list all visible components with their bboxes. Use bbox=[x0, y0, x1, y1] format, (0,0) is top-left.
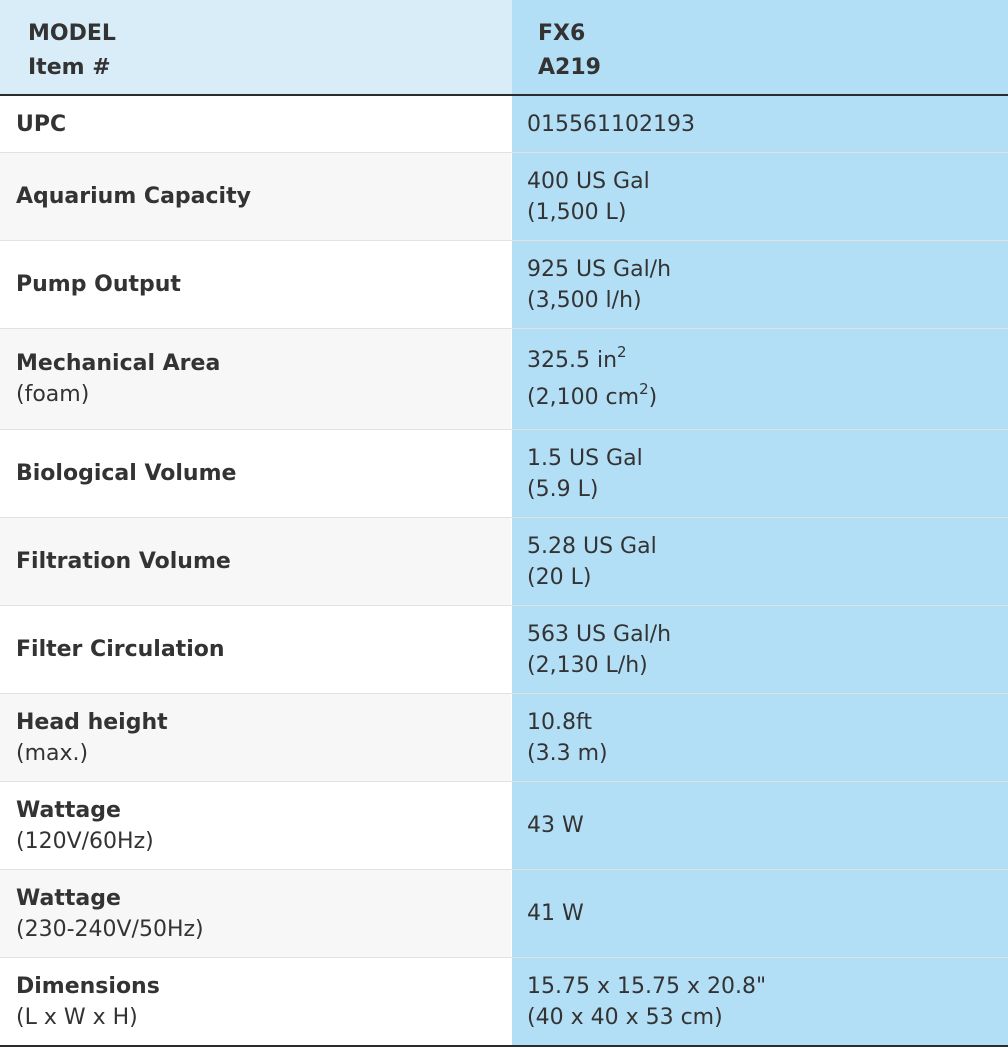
header-value-cell bbox=[512, 0, 1008, 94]
row-value-cell bbox=[511, 430, 1008, 517]
row-label-cell bbox=[0, 958, 511, 1045]
row-value-primary bbox=[527, 342, 1008, 376]
row-label-cell bbox=[0, 782, 511, 869]
row-label: Mechanical Area bbox=[16, 351, 221, 376]
item-number-value: A219 bbox=[538, 55, 601, 80]
table-row-filtration-volume bbox=[0, 518, 1008, 606]
row-value: 41 W bbox=[527, 901, 584, 926]
table-row-filter-circulation bbox=[0, 606, 1008, 694]
header-label-cell bbox=[0, 0, 512, 94]
row-value-cell bbox=[511, 96, 1008, 152]
row-value-cell bbox=[511, 782, 1008, 869]
row-value-primary: 1.5 US Gal bbox=[527, 445, 643, 471]
item-number-heading: Item # bbox=[28, 55, 111, 80]
row-sublabel: (L x W x H) bbox=[16, 1004, 138, 1030]
superscript: 2 bbox=[617, 342, 627, 361]
value-text: (2,100 cm bbox=[527, 385, 640, 410]
row-label-cell bbox=[0, 430, 511, 517]
row-label-cell bbox=[0, 694, 511, 781]
row-label-cell bbox=[0, 606, 511, 693]
row-label-cell bbox=[0, 241, 511, 328]
row-label: Filter Circulation bbox=[16, 637, 225, 662]
row-sublabel: (230-240V/50Hz) bbox=[16, 916, 204, 942]
row-label: Head height bbox=[16, 709, 168, 735]
row-label: Dimensions bbox=[16, 973, 160, 999]
row-label: Pump Output bbox=[16, 272, 181, 297]
row-value-primary: 5.28 US Gal bbox=[527, 533, 657, 559]
row-value: 015561102193 bbox=[527, 111, 695, 137]
row-value-secondary: (1,500 L) bbox=[527, 199, 627, 225]
row-label: Wattage bbox=[16, 797, 121, 823]
row-label: Biological Volume bbox=[16, 461, 237, 486]
row-value-secondary bbox=[527, 379, 1008, 413]
row-value-primary: 925 US Gal/h bbox=[527, 256, 672, 282]
table-row-wattage-230v bbox=[0, 870, 1008, 958]
row-value-primary: 10.8ft bbox=[527, 709, 592, 735]
row-label-cell bbox=[0, 329, 511, 429]
model-heading: MODEL bbox=[28, 21, 116, 46]
row-value-cell bbox=[511, 694, 1008, 781]
row-label-cell bbox=[0, 96, 511, 152]
table-row-dimensions bbox=[0, 958, 1008, 1047]
value-text: 325.5 in bbox=[527, 348, 618, 373]
table-row-biological-volume bbox=[0, 430, 1008, 518]
table-row-mechanical-area bbox=[0, 329, 1008, 430]
row-value: 43 W bbox=[527, 813, 584, 838]
row-label: Wattage bbox=[16, 885, 121, 911]
row-value-cell bbox=[511, 241, 1008, 328]
row-value-cell bbox=[511, 958, 1008, 1045]
row-sublabel: (foam) bbox=[16, 382, 90, 407]
row-label: UPC bbox=[16, 111, 67, 137]
row-value-primary: 15.75 x 15.75 x 20.8" bbox=[527, 973, 767, 999]
row-label: Filtration Volume bbox=[16, 549, 231, 574]
row-label-cell bbox=[0, 518, 511, 605]
table-row-head-height bbox=[0, 694, 1008, 782]
row-label-cell bbox=[0, 870, 511, 957]
row-value-secondary: (20 L) bbox=[527, 564, 592, 590]
table-row-pump-output bbox=[0, 241, 1008, 329]
row-value-secondary: (3,500 l/h) bbox=[527, 287, 642, 313]
row-sublabel: (max.) bbox=[16, 740, 89, 766]
row-label-cell bbox=[0, 153, 511, 240]
model-value: FX6 bbox=[538, 21, 586, 46]
row-value-cell bbox=[511, 606, 1008, 693]
table-row-upc bbox=[0, 96, 1008, 153]
table-header bbox=[0, 0, 1008, 96]
superscript: 2 bbox=[639, 379, 649, 398]
value-text-tail: ) bbox=[648, 385, 658, 410]
row-value-cell bbox=[511, 153, 1008, 240]
row-value-secondary: (3.3 m) bbox=[527, 740, 608, 766]
row-value-primary: 563 US Gal/h bbox=[527, 621, 672, 647]
table-row-aquarium-capacity bbox=[0, 153, 1008, 241]
row-value-secondary: (40 x 40 x 53 cm) bbox=[527, 1004, 723, 1030]
row-label: Aquarium Capacity bbox=[16, 184, 251, 209]
row-value-primary: 400 US Gal bbox=[527, 168, 650, 194]
row-value-cell bbox=[511, 518, 1008, 605]
row-value-secondary: (5.9 L) bbox=[527, 476, 599, 502]
row-sublabel: (120V/60Hz) bbox=[16, 828, 154, 854]
row-value-cell bbox=[511, 329, 1008, 429]
table-row-wattage-120v bbox=[0, 782, 1008, 870]
row-value-secondary: (2,130 L/h) bbox=[527, 652, 648, 678]
row-value-cell bbox=[511, 870, 1008, 957]
